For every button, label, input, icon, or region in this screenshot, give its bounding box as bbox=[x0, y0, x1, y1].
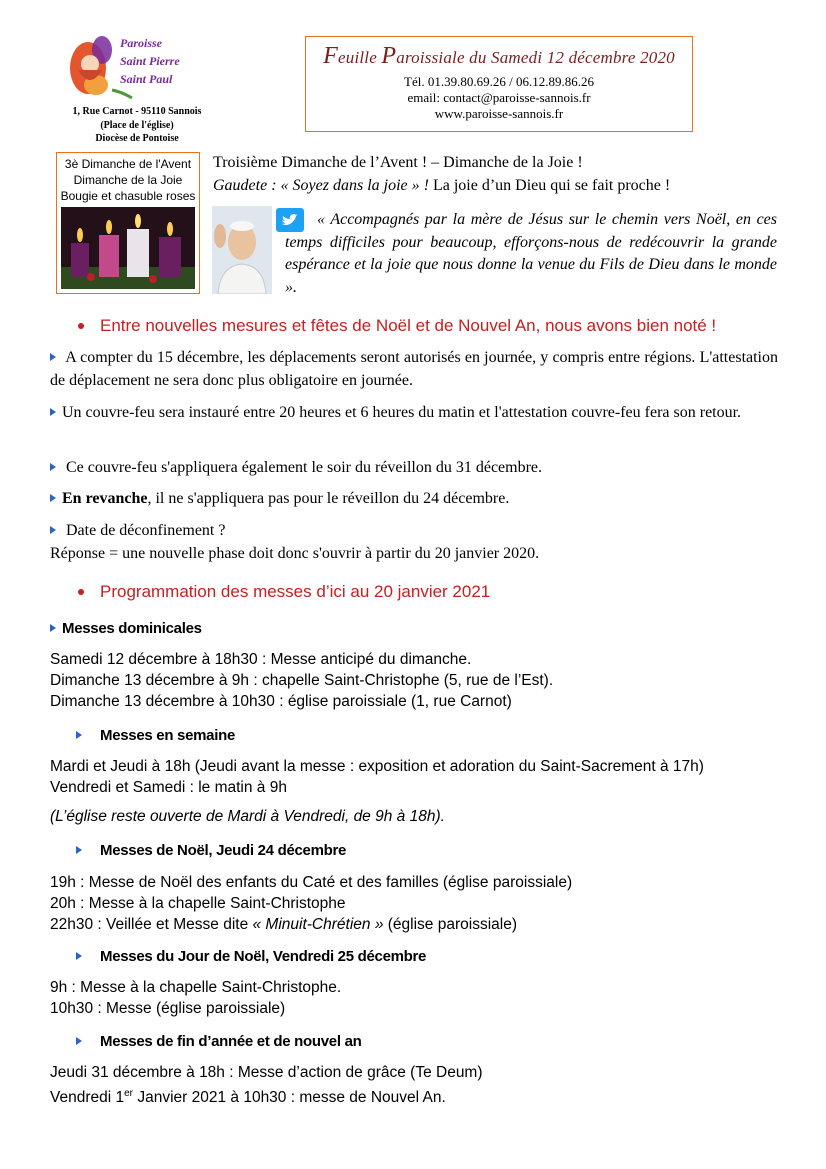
dominicales-line-1: Samedi 12 décembre à 18h30 : Messe anticipé du dimanche. bbox=[50, 651, 472, 668]
header-phone: Tél. 01.39.80.69.26 / 06.12.89.86.26 bbox=[404, 74, 594, 89]
logo-address-line-1: 1, Rue Carnot - 95110 Sannois bbox=[72, 106, 202, 117]
logo-address-line-2: (Place de l'église) bbox=[100, 120, 174, 131]
logo-address-line-3: Diocèse de Pontoise bbox=[95, 133, 179, 144]
heading-messes-noel bbox=[76, 842, 346, 859]
header-website: www.paroisse-sannois.fr bbox=[434, 106, 564, 121]
logo-name-line-2: Saint Pierre bbox=[120, 54, 180, 68]
advent-candles-image bbox=[61, 207, 195, 289]
noel-line-3 bbox=[50, 915, 517, 935]
intro-line-1: Troisième Dimanche de l’Avent ! – Dimanche de la Joie ! bbox=[213, 154, 583, 171]
parish-logo bbox=[58, 26, 218, 146]
fin-annee-line-1: Jeudi 31 décembre à 18h : Messe d’action de grâce (Te Deum) bbox=[50, 1064, 483, 1081]
section-title-masses bbox=[78, 582, 490, 602]
pope-portrait bbox=[212, 206, 272, 294]
heading-jour-de-noel bbox=[76, 948, 426, 965]
measure-paragraph-2 bbox=[50, 401, 778, 424]
fin-annee-line-2-post: Janvier 2021 à 10h30 : messe de Nouvel An. bbox=[133, 1089, 446, 1107]
title-part-1: euille bbox=[338, 48, 382, 67]
logo-name-line-1: Paroisse bbox=[120, 36, 162, 50]
measure-3-text: Ce couvre-feu s'appliquera également le soir du réveillon du 31 décembre. bbox=[62, 459, 543, 476]
measure-1-text: A compter du 15 décembre, les déplacements seront autorisés en journée, y compris entre régions. L'attestation de déplacement ne sera donc plus obligatoire en journée. bbox=[50, 349, 778, 389]
heading-messes-dominicales-text: Messes dominicales bbox=[62, 620, 202, 637]
jour-noel-line-2: 10h30 : Messe (église paroissiale) bbox=[50, 1000, 286, 1017]
intro-line-2-rest: La joie d’un Dieu qui se fait proche ! bbox=[428, 177, 671, 194]
noel-line-3-italic: « Minuit-Chrétien » bbox=[252, 916, 384, 933]
title-initial-f: F bbox=[323, 43, 338, 69]
heading-messes-semaine-text: Messes en semaine bbox=[100, 727, 235, 744]
newsletter-title bbox=[306, 43, 692, 70]
measure-paragraph-1 bbox=[50, 346, 778, 392]
heading-messes-semaine bbox=[76, 727, 235, 744]
semaine-note: (L’église reste ouverte de Mardi à Vendredi, de 9h à 18h). bbox=[50, 808, 445, 825]
dominicales-line-3: Dimanche 13 décembre à 10h30 : église paroissiale (1, rue Carnot) bbox=[50, 693, 512, 710]
red-bullet-icon bbox=[78, 589, 84, 595]
blue-triangle-bullet-icon bbox=[76, 846, 82, 854]
section-title-measures bbox=[78, 316, 716, 336]
title-initial-p: P bbox=[381, 43, 397, 69]
heading-fin-annee-text: Messes de fin d’année et de nouvel an bbox=[100, 1033, 362, 1050]
advent-box bbox=[56, 152, 200, 294]
measure-2-text: Un couvre-feu sera instauré entre 20 heures et 6 heures du matin et l'attestation couvre-feu fera son retour. bbox=[62, 404, 742, 421]
header-email: email: contact@paroisse-sannois.fr bbox=[407, 90, 591, 105]
heading-messes-dominicales bbox=[50, 620, 202, 637]
section-title-masses-text: Programmation des messes d’ici au 20 janvier 2021 bbox=[100, 582, 491, 601]
blue-triangle-bullet-icon bbox=[76, 1037, 82, 1045]
blue-triangle-bullet-icon bbox=[50, 624, 56, 632]
blue-triangle-bullet-icon bbox=[50, 408, 56, 416]
measure-paragraph-5 bbox=[50, 519, 778, 565]
advent-line-3: Bougie et chasuble roses bbox=[60, 189, 196, 203]
fin-annee-line-2-sup: er bbox=[124, 1088, 134, 1099]
pope-quote: « Accompagnés par la mère de Jésus sur le chemin vers Noël, en ces temps difficiles pour beaucoup, efforçons-nous de redécouvrir la grande espérance et la joie que nous donne la venue du Fils de Dieu dans le monde ». bbox=[285, 211, 777, 296]
measure-4-text: , il ne s'appliquera pas pour le réveillon du 24 décembre. bbox=[147, 490, 510, 507]
fin-annee-line-2-pre: Vendredi 1 bbox=[50, 1089, 125, 1107]
blue-triangle-bullet-icon bbox=[76, 731, 82, 739]
heading-messes-noel-text: Messes de Noël, Jeudi 24 décembre bbox=[100, 842, 347, 859]
intro-line-2 bbox=[213, 177, 670, 195]
measure-paragraph-4 bbox=[50, 487, 778, 510]
noel-line-2: 20h : Messe à la chapelle Saint-Christophe bbox=[50, 895, 346, 912]
noel-line-3-post: (église paroissiale) bbox=[383, 916, 517, 933]
measure-5-answer: Réponse = une nouvelle phase doit donc s'ouvrir à partir du 20 janvier 2020. bbox=[50, 545, 540, 562]
semaine-line-2: Vendredi et Samedi : le matin à 9h bbox=[50, 779, 287, 796]
red-bullet-icon bbox=[78, 323, 84, 329]
logo-name-line-3: Saint Paul bbox=[120, 72, 173, 86]
section-title-measures-text: Entre nouvelles mesures et fêtes de Noël et de Nouvel An, nous avons bien noté ! bbox=[100, 316, 717, 335]
newsletter-header bbox=[305, 36, 693, 132]
measure-4-bold: En revanche bbox=[62, 490, 148, 507]
noel-line-1: 19h : Messe de Noël des enfants du Caté et des familles (église paroissiale) bbox=[50, 874, 573, 891]
blue-triangle-bullet-icon bbox=[50, 494, 56, 502]
jour-noel-line-1: 9h : Messe à la chapelle Saint-Christophe. bbox=[50, 979, 342, 996]
blue-triangle-bullet-icon bbox=[76, 952, 82, 960]
title-part-2: aroissiale du Samedi 12 décembre 2020 bbox=[396, 48, 675, 67]
advent-line-2: Dimanche de la Joie bbox=[73, 173, 183, 187]
dominicales-line-2: Dimanche 13 décembre à 9h : chapelle Saint-Christophe (5, rue de l’Est). bbox=[50, 672, 554, 689]
measure-5-question: Date de déconfinement ? bbox=[62, 522, 226, 539]
measure-paragraph-3 bbox=[50, 456, 778, 479]
heading-fin-annee bbox=[76, 1033, 361, 1050]
noel-line-3-pre: 22h30 : Veillée et Messe dite bbox=[50, 916, 253, 933]
fin-annee-line-2 bbox=[50, 1084, 446, 1108]
heading-jour-de-noel-text: Messes du Jour de Noël, Vendredi 25 décembre bbox=[100, 948, 427, 965]
blue-triangle-bullet-icon bbox=[50, 463, 56, 471]
semaine-line-1: Mardi et Jeudi à 18h (Jeudi avant la messe : exposition et adoration du Saint-Sacrement à 17h) bbox=[50, 758, 704, 775]
blue-triangle-bullet-icon bbox=[50, 353, 56, 361]
gaudete-text: Gaudete : « Soyez dans la joie » ! bbox=[213, 177, 429, 194]
advent-line-1: 3è Dimanche de l'Avent bbox=[64, 157, 192, 171]
blue-triangle-bullet-icon bbox=[50, 526, 56, 534]
